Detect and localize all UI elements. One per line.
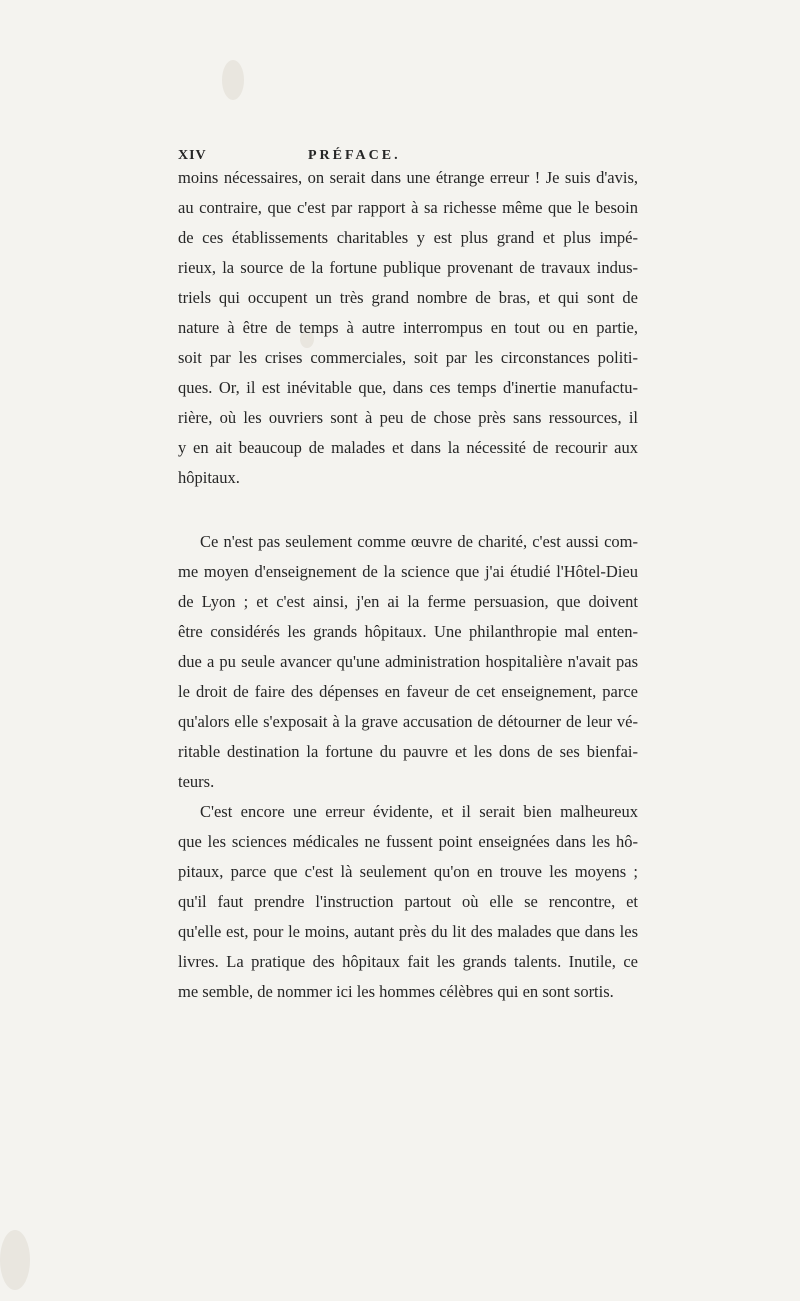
- text-line: ques. Or, il est inévitable que, dans ces temps d'inertie manufactu-: [178, 378, 638, 397]
- paragraph: [178, 797, 638, 1007]
- text-line: teurs.: [178, 772, 215, 791]
- paper-stain: [222, 60, 244, 100]
- text-line: le droit de faire des dépenses en faveur de cet enseignement, parce: [178, 682, 638, 701]
- text-line: être considérés les grands hôpitaux. Une philanthropie mal enten-: [178, 622, 638, 641]
- page-number: XIV: [178, 148, 207, 163]
- paragraph-gap: [178, 493, 638, 527]
- text-line: soit par les crises commerciales, soit par les circonstances politi-: [178, 348, 638, 367]
- paper-stain: [0, 1230, 30, 1290]
- text-line: me moyen d'enseignement de la science que j'ai étudié l'Hôtel-Dieu: [178, 562, 638, 581]
- paragraph: [178, 163, 638, 493]
- text-line: Ce n'est pas seulement comme œuvre de charité, c'est aussi com-: [200, 532, 638, 551]
- text-line: qu'alors elle s'exposait à la grave accusation de détourner de leur vé-: [178, 712, 638, 731]
- text-line: de ces établissements charitables y est plus grand et plus impé-: [178, 228, 638, 247]
- text-line: hôpitaux.: [178, 468, 240, 487]
- text-line: de Lyon ; et c'est ainsi, j'en ai la ferme persuasion, que doivent: [178, 592, 638, 611]
- text-line: due a pu seule avancer qu'une administration hospitalière n'avait pas: [178, 652, 638, 671]
- running-title: PRÉFACE.: [308, 148, 401, 163]
- text-line: qu'il faut prendre l'instruction partout où elle se rencontre, et: [178, 892, 638, 911]
- text-line: nature à être de temps à autre interrompus en tout ou en partie,: [178, 318, 638, 337]
- text-line: ritable destination la fortune du pauvre et les dons de ses bienfai-: [178, 742, 638, 761]
- text-line: triels qui occupent un très grand nombre de bras, et qui sont de: [178, 288, 638, 307]
- text-line: me semble, de nommer ici les hommes célèbres qui en sont sortis.: [178, 982, 614, 1001]
- text-line: qu'elle est, pour le moins, autant près du lit des malades que dans les: [178, 922, 638, 941]
- text-line: rière, où les ouvriers sont à peu de chose près sans ressources, il: [178, 408, 638, 427]
- text-line: C'est encore une erreur évidente, et il serait bien malheureux: [200, 802, 638, 821]
- paragraph: [178, 527, 638, 797]
- text-line: livres. La pratique des hôpitaux fait les grands talents. Inutile, ce: [178, 952, 638, 971]
- text-line: pitaux, parce que c'est là seulement qu'on en trouve les moyens ;: [178, 862, 638, 881]
- text-line: rieux, la source de la fortune publique provenant de travaux indus-: [178, 258, 638, 277]
- text-line: que les sciences médicales ne fussent point enseignées dans les hô-: [178, 832, 638, 851]
- text-line: y en ait beaucoup de malades et dans la nécessité de recourir aux: [178, 438, 638, 457]
- body-text: [178, 163, 638, 1007]
- text-line: au contraire, que c'est par rapport à sa richesse même que le besoin: [178, 198, 638, 217]
- text-line: moins nécessaires, on serait dans une étrange erreur ! Je suis d'avis,: [178, 168, 638, 187]
